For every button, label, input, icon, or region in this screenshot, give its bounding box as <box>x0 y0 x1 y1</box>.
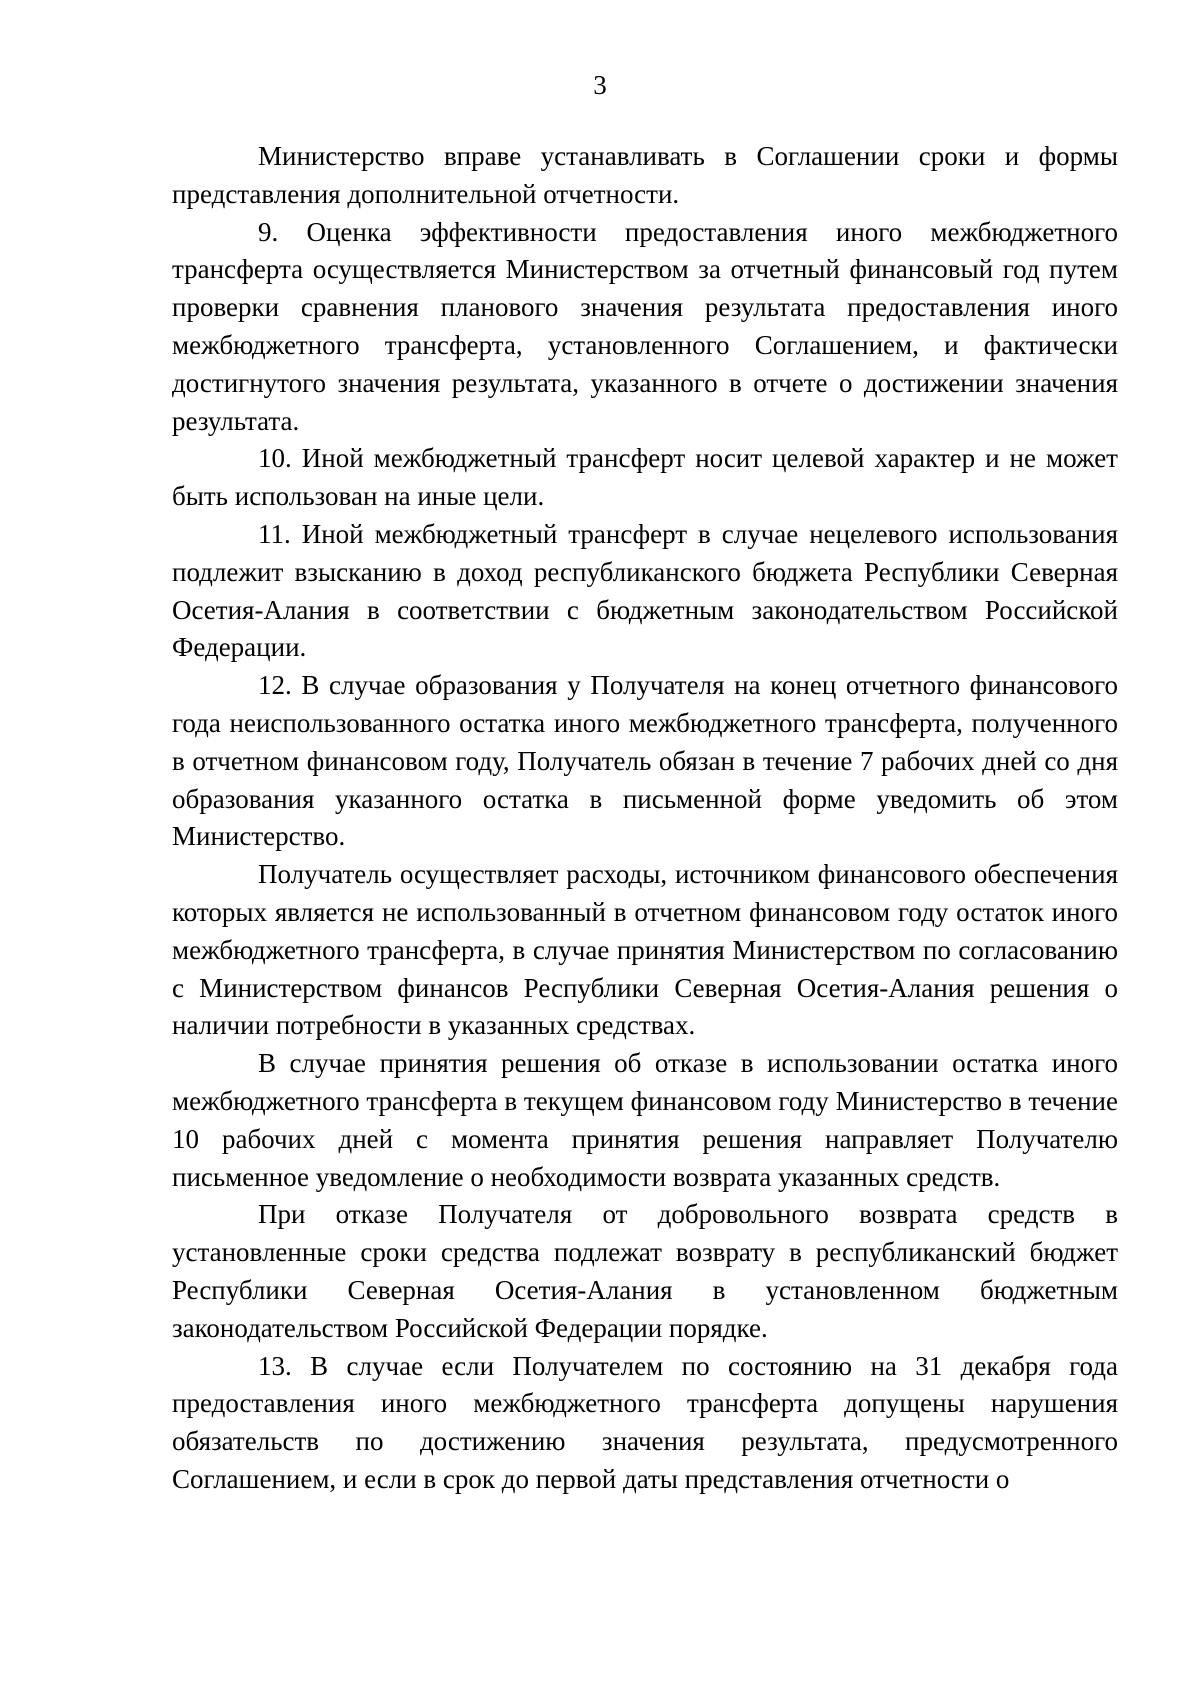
paragraph-9-efficiency-assessment: 9. Оценка эффективности предоставления иного межбюджетного трансферта осуществляется Министерством за отчетный финансовый год путем проверки сравнения планового значения результата предоставления иного межбюджетного трансферта, установленного Соглашением, и фактически достигнутого значения результата, указанного в отчете о достижении значения результата. <box>172 216 1118 436</box>
page-number: 3 <box>593 70 607 100</box>
paragraph-reporting-terms: Министерство вправе устанавливать в Соглашении сроки и формы представления дополнительной отчетности. <box>172 141 1118 209</box>
paragraph-10-target-purpose: 10. Иной межбюджетный трансферт носит целевой характер и не может быть использован на иные цели. <box>172 443 1118 512</box>
paragraph-12-unused-balance: 12. В случае образования у Получателя на конец отчетного финансового года неиспользованного остатка иного межбюджетного трансферта, полученного в отчетном финансовом году, Получатель обязан в течение 7 рабочих дней со дня образования указанного остатка в письменной форме уведомить об этом Министерство. <box>172 670 1118 852</box>
paragraph-refusal-decision: В случае принятия решения об отказе в использовании остатка иного межбюджетного трансферта в текущем финансовом году Министерство в течение 10 рабочих дней с момента принятия решения направляет Получателю письменное уведомление о необходимости возврата указанных средств. <box>172 1048 1118 1192</box>
paragraph-expenses-from-balance: Получатель осуществляет расходы, источником финансового обеспечения которых является не использованный в отчетном финансовом году остаток иного межбюджетного трансферта, в случае принятия Министерством по согласованию с Министерством финансов Республики Северная Осетия-Алания решения о наличии потребности в указанных средствах. <box>172 859 1118 1041</box>
paragraph-11-misuse-recovery: 11. Иной межбюджетный трансферт в случае нецелевого использования подлежит взысканию в доход республиканского бюджета Республики Северная Осетия-Алания в соответствии с бюджетным законодательством Российской Федерации. <box>172 518 1118 663</box>
paragraph-13-obligation-violations: 13. В случае если Получателем по состоянию на 31 декабря года предоставления иного межбюджетного трансферта допущены нарушения обязательств по достижению значения результата, предусмотренного Соглашением, и если в срок до первой даты представления отчетности о <box>172 1350 1118 1494</box>
paragraph-voluntary-return-refusal: При отказе Получателя от добровольного возврата средств в установленные сроки средства подлежат возврату в республиканский бюджет Республики Северная Осетия-Алания в установленном бюджетным законодательством Российской Федерации порядке. <box>172 1199 1118 1343</box>
document-body <box>172 138 1118 1499</box>
